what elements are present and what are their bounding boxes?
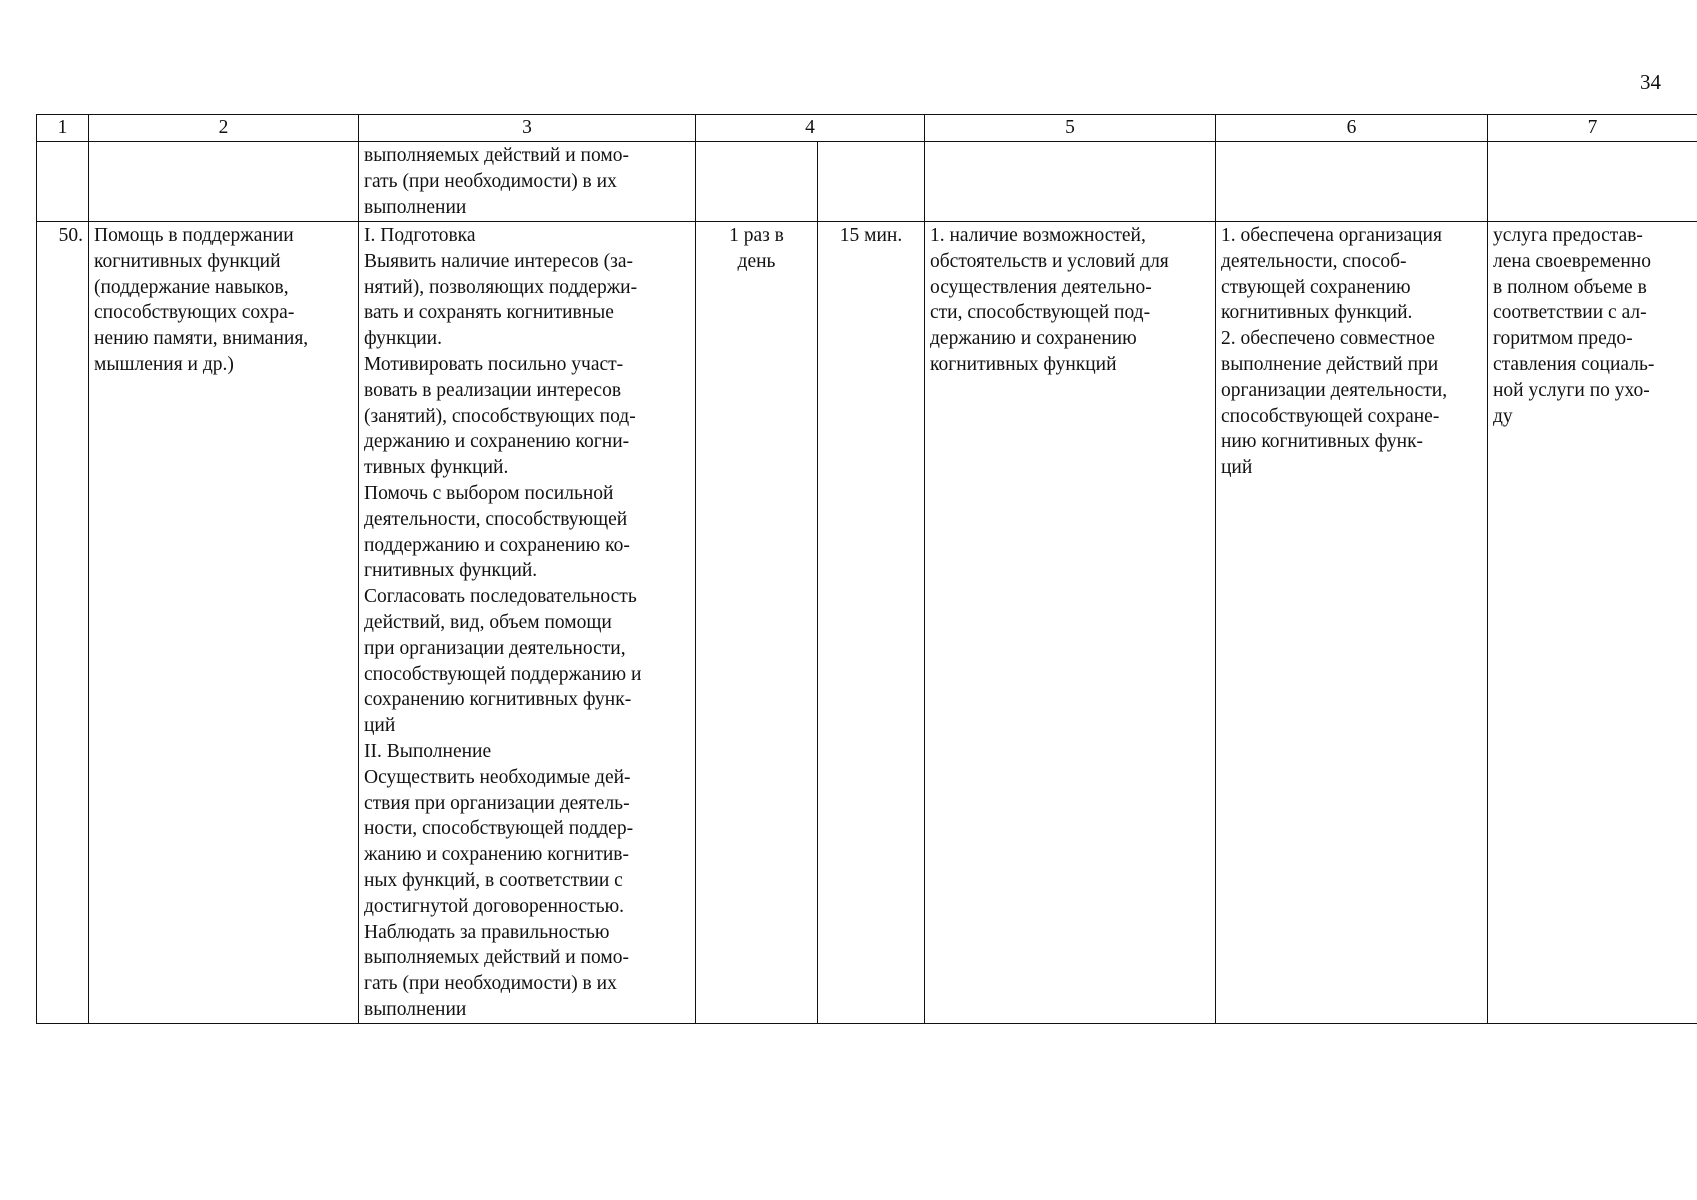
header-col-4: 4: [696, 115, 925, 142]
service-frequency: 1 раз в день: [696, 222, 818, 1024]
table-row: [37, 222, 1697, 1024]
header-col-2: 2: [89, 115, 359, 142]
continuation-row: [37, 142, 1697, 222]
row-number: 50.: [37, 222, 89, 1024]
continuation-procedure-text: выполняемых действий и помо- гать (при необходимости) в их выполнении: [359, 142, 696, 222]
header-col-1: 1: [37, 115, 89, 142]
service-quality: услуга предостав- лена своевременно в полном объеме в соответствии с ал- горитмом предо- ставления социаль- ной услуги по ухо- ду: [1488, 222, 1697, 1024]
page-number: 34: [1640, 70, 1661, 94]
header-col-6: 6: [1216, 115, 1488, 142]
service-procedure: I. Подготовка Выявить наличие интересов (за- нятий), позволяющих поддержи- вать и сохранять когнитивные функции. Мотивировать посильно участ- вовать в реализации интересов (занятий), способствующих под- держанию и сохранению когни- тивных функций. Помочь с выбором посильной деятельности, способствующей поддержанию и сохранению ко- гнитивных функций. Согласовать последовательность действий, вид, объем помощи при организации деятельности, способствующей поддержанию и сохранению когнитивных функ- ций II. Выполнение Осуществить необходимые дей- ствия при организации деятель- ности, способствующей поддер- жанию и сохранению когнитив- ных функций, в соответствии с достигнутой договоренностью. Наблюдать за правильностью выполняемых действий и помо- гать (при необходимости) в их выполнении: [359, 222, 696, 1024]
header-col-3: 3: [359, 115, 696, 142]
services-table: [36, 114, 1697, 1024]
header-col-7: 7: [1488, 115, 1697, 142]
service-duration: 15 мин.: [818, 222, 925, 1024]
header-col-5: 5: [925, 115, 1216, 142]
service-results: 1. обеспечена организация деятельности, способ- ствующей сохранению когнитивных функций. 2. обеспечено совместное выполнение действий при организации деятельности, способствующей сохране- нию когнитивных функ- ций: [1216, 222, 1488, 1024]
service-conditions: 1. наличие возможностей, обстоятельств и условий для осуществления деятельно- сти, способствующей под- держанию и сохранению когнитивных функций: [925, 222, 1216, 1024]
header-row: [37, 115, 1697, 142]
service-name: Помощь в поддержании когнитивных функций (поддержание навыков, способствующих сохра- нению памяти, внимания, мышления и др.): [89, 222, 359, 1024]
